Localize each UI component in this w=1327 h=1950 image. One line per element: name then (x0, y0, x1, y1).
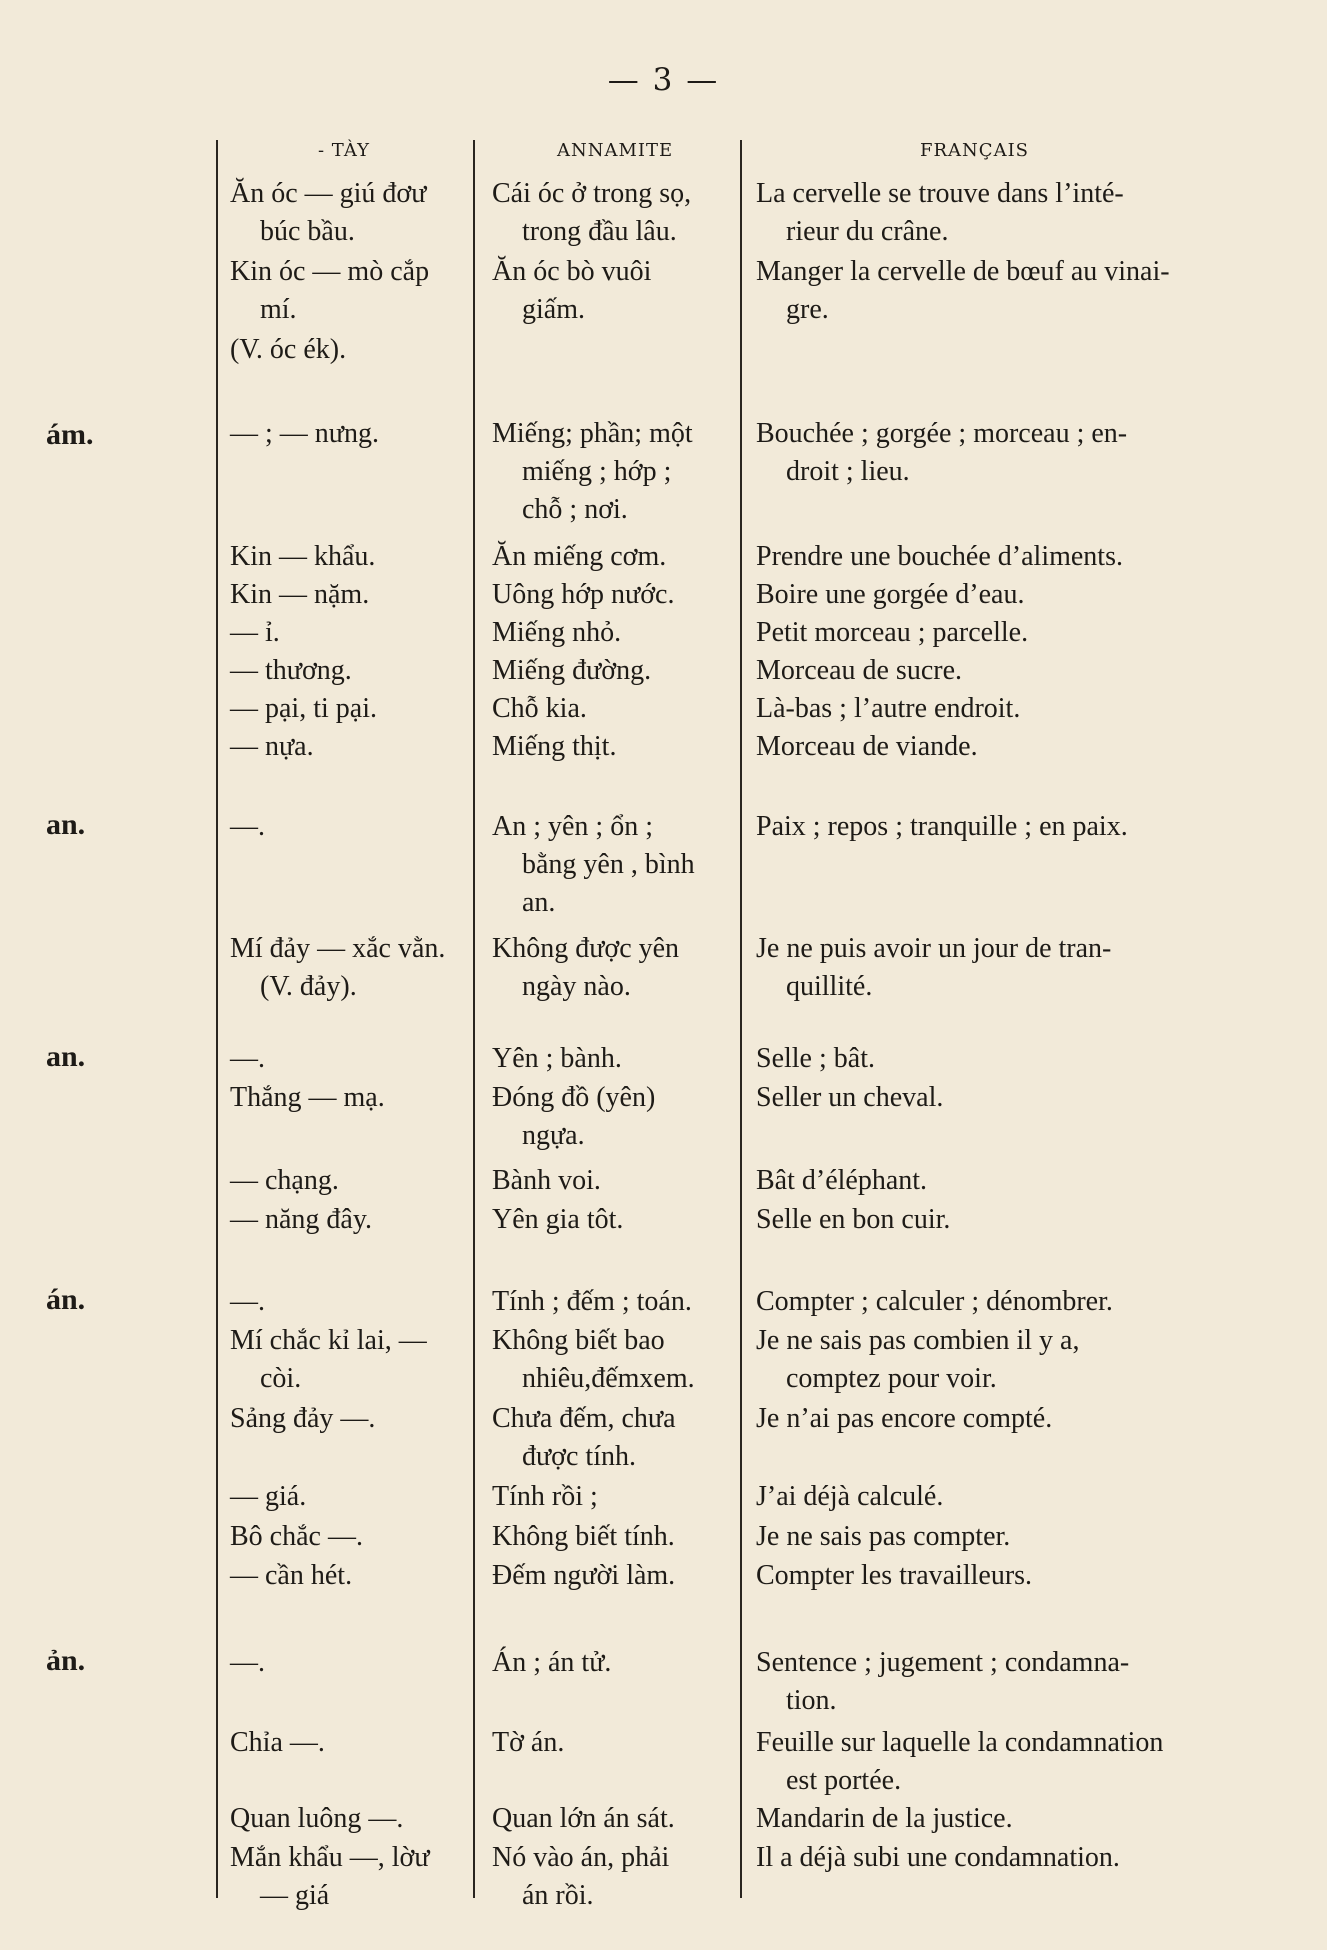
annamite-cell-line: Quan lớn án sát. (492, 1803, 675, 1834)
annamite-cell-line: được tính. (522, 1441, 636, 1472)
tay-cell-line: (V. óc ék). (230, 334, 347, 365)
annamite-cell-line: nhiêu,đếmxem. (522, 1363, 695, 1394)
francais-cell-line: quillité. (786, 971, 873, 1002)
tay-cell-line: — cần hét. (230, 1560, 353, 1591)
annamite-cell-line: Cái óc ở trong sọ, (492, 178, 692, 209)
francais-cell-line: Je n’ai pas encore compté. (756, 1403, 1053, 1434)
tay-cell-line: Bô chắc —. (230, 1521, 363, 1552)
tay-cell-line: — ; — nưng. (230, 418, 379, 449)
tay-cell-line: —. (230, 1286, 265, 1317)
annamite-cell-line: trong đầu lâu. (522, 216, 677, 247)
annamite-cell-line: Đếm người làm. (492, 1560, 676, 1591)
annamite-cell-line: miếng ; hớp ; (522, 456, 672, 487)
tay-cell-line: —. (230, 1043, 265, 1074)
entry-headword: án. (46, 1283, 86, 1316)
francais-cell-line: J’ai déjà calculé. (756, 1481, 944, 1512)
francais-cell-line: est portée. (786, 1765, 902, 1796)
francais-cell-line: Là-bas ; l’autre endroit. (756, 693, 1021, 724)
francais-cell-line: Boire une gorgée d’eau. (756, 579, 1025, 610)
francais-cell-line: Mandarin de la justice. (756, 1803, 1013, 1834)
francais-cell-line: Paix ; repos ; tranquille ; en paix. (756, 811, 1128, 842)
tay-cell-line: — giá (260, 1880, 330, 1911)
francais-cell-line: Feuille sur laquelle la condamnation (756, 1727, 1164, 1758)
annamite-cell-line: an. (522, 887, 556, 918)
tay-cell-line: Sảng đảy —. (230, 1403, 376, 1434)
annamite-cell-line: Tính ; đếm ; toán. (492, 1286, 692, 1317)
annamite-cell-line: An ; yên ; ổn ; (492, 811, 653, 842)
francais-cell-line: Je ne puis avoir un jour de tran- (756, 933, 1112, 964)
annamite-cell-line: Chưa đếm, chưa (492, 1403, 676, 1434)
francais-cell-line: Morceau de viande. (756, 731, 978, 762)
francais-cell-line: Compter les travailleurs. (756, 1560, 1033, 1591)
annamite-cell-line: Tờ án. (492, 1727, 565, 1758)
column-header-tay: - TÀY (318, 140, 370, 161)
entry-headword: an. (46, 1040, 86, 1073)
francais-cell-line: Compter ; calculer ; dénombrer. (756, 1286, 1113, 1317)
annamite-cell-line: Ăn óc bò vuôi (492, 256, 652, 287)
tay-cell-line: — giá. (230, 1481, 307, 1512)
francais-cell-line: Selle ; bât. (756, 1043, 875, 1074)
annamite-cell-line: Miếng thịt. (492, 731, 617, 762)
annamite-cell-line: Không biết bao (492, 1325, 665, 1356)
tay-cell-line: (V. đảy). (260, 971, 357, 1002)
annamite-cell-line: Yên ; bành. (492, 1043, 622, 1074)
tay-cell-line: — thương. (230, 655, 352, 686)
tay-cell-line: — nựa. (230, 731, 314, 762)
tay-cell-line: mí. (260, 294, 297, 325)
francais-cell-line: Morceau de sucre. (756, 655, 963, 686)
tay-cell-line: búc bầu. (260, 216, 355, 247)
annamite-cell-line: Miếng đường. (492, 655, 652, 686)
francais-cell-line: Bât d’éléphant. (756, 1165, 928, 1196)
francais-cell-line: Prendre une bouchée d’aliments. (756, 541, 1123, 572)
entry-headword: ản. (46, 1644, 86, 1677)
francais-cell-line: Sentence ; jugement ; condamna- (756, 1647, 1130, 1678)
column-rule-left (216, 140, 218, 1898)
annamite-cell-line: Uông hớp nước. (492, 579, 675, 610)
annamite-cell-line: Miếng nhỏ. (492, 617, 622, 648)
tay-cell-line: — pại, ti pại. (230, 693, 377, 724)
annamite-cell-line: án rồi. (522, 1880, 594, 1911)
annamite-cell-line: ngựa. (522, 1120, 585, 1151)
francais-cell-line: rieur du crâne. (786, 216, 949, 247)
column-rule-middle (473, 140, 475, 1898)
annamite-cell-line: Bành voi. (492, 1165, 601, 1196)
tay-cell-line: Mắn khẩu —, lờư (230, 1842, 430, 1873)
annamite-cell-line: Án ; án tử. (492, 1647, 612, 1678)
francais-cell-line: Il a déjà subi une condamnation. (756, 1842, 1120, 1873)
francais-cell-line: Manger la cervelle de bœuf au vinai- (756, 256, 1170, 287)
francais-cell-line: Petit morceau ; parcelle. (756, 617, 1029, 648)
tay-cell-line: Thắng — mạ. (230, 1082, 385, 1113)
entry-headword: ám. (46, 418, 94, 451)
annamite-cell-line: bằng yên , bình (522, 849, 695, 880)
annamite-cell-line: Chỗ kia. (492, 693, 587, 724)
francais-cell-line: Selle en bon cuir. (756, 1204, 951, 1235)
tay-cell-line: — chạng. (230, 1165, 339, 1196)
annamite-cell-line: Đóng đồ (yên) (492, 1082, 656, 1113)
annamite-cell-line: Miếng; phần; một (492, 418, 693, 449)
column-rule-right (740, 140, 742, 1898)
annamite-cell-line: ngày nào. (522, 971, 631, 1002)
tay-cell-line: — ỉ. (230, 617, 280, 648)
tay-cell-line: Kin — khẩu. (230, 541, 376, 572)
francais-cell-line: comptez pour voir. (786, 1363, 997, 1394)
tay-cell-line: Mí đảy — xắc vằn. (230, 933, 446, 964)
annamite-cell-line: Tính rồi ; (492, 1481, 598, 1512)
annamite-cell-line: Nó vào án, phải (492, 1842, 670, 1873)
tay-cell-line: —. (230, 811, 265, 842)
tay-cell-line: Mí chắc kỉ lai, — (230, 1325, 427, 1356)
annamite-cell-line: Không được yên (492, 933, 680, 964)
annamite-cell-line: chỗ ; nơi. (522, 494, 628, 525)
annamite-cell-line: giấm. (522, 294, 585, 325)
annamite-cell-line: Ăn miếng cơm. (492, 541, 667, 572)
annamite-cell-line: Không biết tính. (492, 1521, 675, 1552)
tay-cell-line: — năng đây. (230, 1204, 373, 1235)
tay-cell-line: —. (230, 1647, 265, 1678)
entry-headword: an. (46, 808, 86, 841)
francais-cell-line: Seller un cheval. (756, 1082, 944, 1113)
francais-cell-line: Bouchée ; gorgée ; morceau ; en- (756, 418, 1128, 449)
tay-cell-line: Kin óc — mò cắp (230, 256, 430, 287)
francais-cell-line: Je ne sais pas combien il y a, (756, 1325, 1080, 1356)
francais-cell-line: Je ne sais pas compter. (756, 1521, 1011, 1552)
column-header-francais: FRANÇAIS (920, 140, 1030, 161)
tay-cell-line: Kin — nặm. (230, 579, 370, 610)
tay-cell-line: Chỉa —. (230, 1727, 325, 1758)
annamite-cell-line: Yên gia tôt. (492, 1204, 624, 1235)
column-header-annamite: ANNAMITE (557, 140, 674, 161)
francais-cell-line: gre. (786, 294, 829, 325)
page-number: — 3 — (607, 62, 720, 98)
francais-cell-line: La cervelle se trouve dans l’inté- (756, 178, 1124, 209)
francais-cell-line: droit ; lieu. (786, 456, 910, 487)
tay-cell-line: còi. (260, 1363, 302, 1394)
francais-cell-line: tion. (786, 1685, 837, 1716)
tay-cell-line: Ăn óc — giú đơư (230, 178, 427, 209)
tay-cell-line: Quan luông —. (230, 1803, 404, 1834)
